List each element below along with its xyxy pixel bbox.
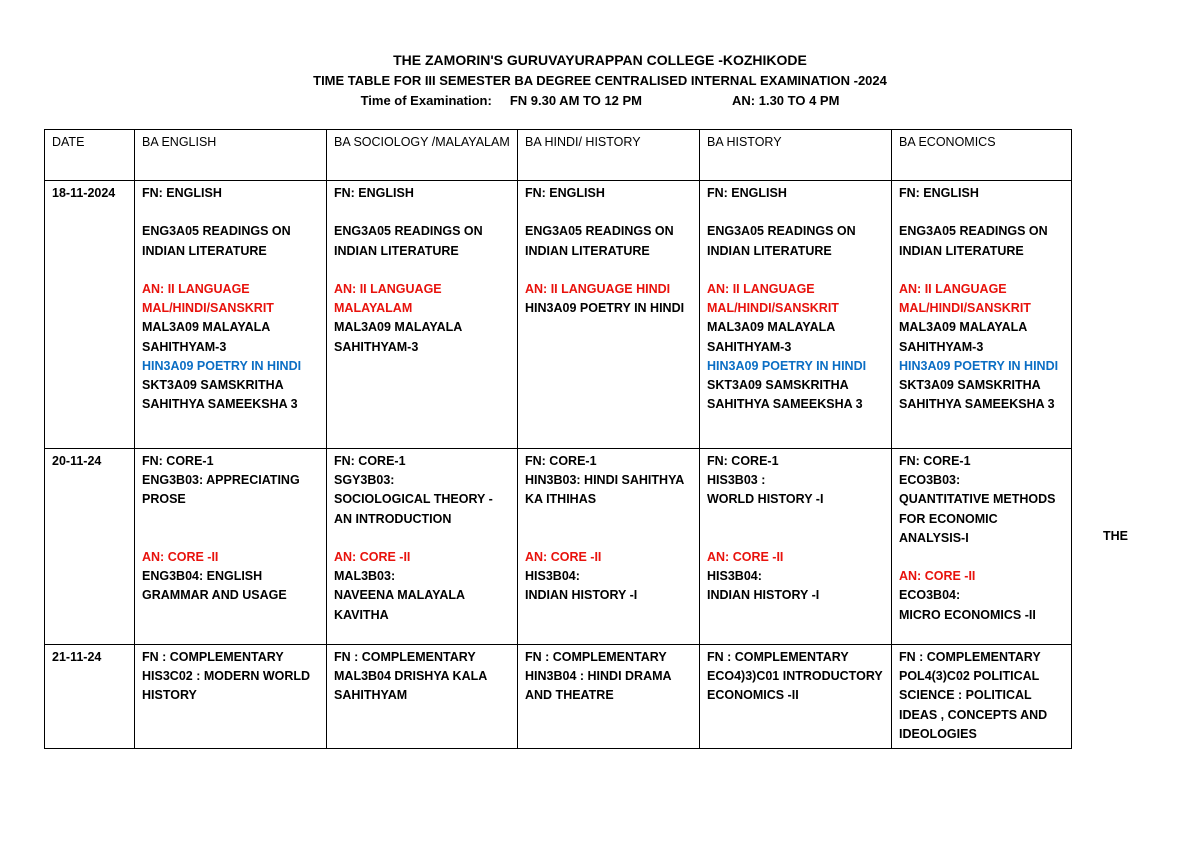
paper-text: MAL3A09 MALAYALA SAHITHYAM-3 xyxy=(707,320,835,354)
paper-text: SOCIOLOGICAL THEORY - AN INTRODUCTION xyxy=(334,492,493,526)
header-row xyxy=(45,130,1072,181)
exam-cell xyxy=(518,449,700,645)
line-gap xyxy=(525,529,692,548)
exam-cell xyxy=(327,449,518,645)
paper-text: ENG3A05 READINGS ON INDIAN LITERATURE xyxy=(142,224,291,258)
session-label: AN: II LANGUAGE MAL/HINDI/SANSKRIT xyxy=(707,281,839,316)
fn-time: FN 9.30 AM TO 12 PM xyxy=(509,93,643,108)
an-time: AN: 1.30 TO 4 PM xyxy=(732,93,840,108)
paper-text: ENG3A05 READINGS ON INDIAN LITERATURE xyxy=(707,224,856,258)
paper-text: HIS3B03 : xyxy=(707,473,766,488)
session-label: AN: CORE -II xyxy=(707,549,784,564)
paper-text: MAL3B03: xyxy=(334,569,396,584)
paper-text: FN : COMPLEMENTARY MAL3B04 DRISHYA KALA SAHITHYAM xyxy=(334,650,487,703)
paper-text: FN: CORE-1 xyxy=(142,454,214,468)
paper-text: FN: ENGLISH xyxy=(707,186,787,200)
timetable xyxy=(44,129,1072,749)
paper-text: SKT3A09 SAMSKRITHA SAHITHYA SAMEEKSHA 3 xyxy=(142,378,298,412)
line-gap xyxy=(899,261,1064,280)
exam-cell xyxy=(700,181,892,449)
stray-text: THE xyxy=(1103,529,1128,543)
line-gap xyxy=(525,510,692,529)
paper-highlight: HIN3A09 POETRY IN HINDI xyxy=(142,358,302,373)
paper-text: FN: ENGLISH xyxy=(525,186,605,200)
paper-text: WORLD HISTORY -I xyxy=(707,492,824,507)
column-header: BA ECONOMICS xyxy=(892,130,1072,181)
column-header: DATE xyxy=(45,130,135,181)
paper-text: ECO3B04: xyxy=(899,588,961,603)
exam-cell xyxy=(135,181,327,449)
line-gap xyxy=(334,529,510,548)
table-row xyxy=(45,449,1072,645)
session-label: AN: II LANGUAGE MALAYALAM xyxy=(334,281,442,316)
paper-text: FN : COMPLEMENTARY HIN3B04 : HINDI DRAMA AND THEATRE xyxy=(525,650,672,703)
paper-text: ENG3A05 READINGS ON INDIAN LITERATURE xyxy=(334,224,483,258)
exam-cell xyxy=(892,181,1072,449)
paper-text: ENG3A05 READINGS ON INDIAN LITERATURE xyxy=(525,224,674,258)
session-label: AN: CORE -II xyxy=(525,549,602,564)
column-header: BA HISTORY xyxy=(700,130,892,181)
paper-text: HIN3A09 POETRY IN HINDI xyxy=(525,301,685,316)
paper-text: INDIAN HISTORY -I xyxy=(707,588,820,603)
session-label: AN: CORE -II xyxy=(142,549,219,564)
paper-text: MAL3A09 MALAYALA SAHITHYAM-3 xyxy=(899,320,1027,354)
paper-text: FN : COMPLEMENTARY POL4(3)C02 POLITICAL SCIENCE : POLITICAL IDEAS , CONCEPTS AND IDEOLOGIES xyxy=(899,650,1048,741)
paper-text: SKT3A09 SAMSKRITHA SAHITHYA SAMEEKSHA 3 xyxy=(899,378,1055,412)
exam-cell xyxy=(518,181,700,449)
paper-highlight: HIN3A09 POETRY IN HINDI xyxy=(707,358,867,373)
line-gap xyxy=(525,203,692,222)
exam-cell xyxy=(700,449,892,645)
paper-text: MAL3A09 MALAYALA SAHITHYAM-3 xyxy=(142,320,270,354)
exam-cell xyxy=(892,449,1072,645)
column-header: BA HINDI/ HISTORY xyxy=(518,130,700,181)
paper-text: MICRO ECONOMICS -II xyxy=(899,607,1036,622)
paper-text: FN: ENGLISH xyxy=(899,186,979,200)
paper-text: QUANTITATIVE METHODS FOR ECONOMIC ANALYSIS-I xyxy=(899,492,1056,545)
paper-text: FN: ENGLISH xyxy=(334,186,414,200)
line-gap xyxy=(707,529,884,548)
paper-text: FN : COMPLEMENTARY HIS3C02 : MODERN WORLD HISTORY xyxy=(142,650,311,703)
paper-text: ECO3B03: xyxy=(899,473,961,488)
session-label: AN: CORE -II xyxy=(334,550,411,564)
line-gap xyxy=(142,261,319,280)
session-label: AN: CORE -II xyxy=(899,569,976,584)
exam-cell xyxy=(700,645,892,749)
paper-text: HIN3B03: HINDI SAHITHYA KA ITHIHAS xyxy=(525,473,684,507)
column-header: BA ENGLISH xyxy=(135,130,327,181)
line-gap xyxy=(142,203,319,222)
college-title: THE ZAMORIN'S GURUVAYURAPPAN COLLEGE -KOZHIKODE xyxy=(393,52,807,68)
paper-text: FN: CORE-1 xyxy=(334,454,406,468)
line-gap xyxy=(525,261,692,280)
paper-text: ENG3B04: ENGLISH GRAMMAR AND USAGE xyxy=(142,569,287,603)
time-label: Time of Examination: xyxy=(360,93,492,108)
session-label: AN: II LANGUAGE MAL/HINDI/SANSKRIT xyxy=(142,281,274,316)
paper-text: SKT3A09 SAMSKRITHA SAHITHYA SAMEEKSHA 3 xyxy=(707,378,863,412)
paper-text: NAVEENA MALAYALA KAVITHA xyxy=(334,588,465,622)
paper-highlight: HIN3A09 POETRY IN HINDI xyxy=(899,358,1059,373)
date-cell: 18-11-2024 xyxy=(45,181,135,449)
column-header: BA SOCIOLOGY /MALAYALAM xyxy=(327,130,518,181)
exam-cell xyxy=(327,645,518,749)
paper-text: INDIAN HISTORY -I xyxy=(525,588,638,603)
paper-text: FN : COMPLEMENTARY ECO4)3)C01 INTRODUCTORY ECONOMICS -II xyxy=(707,650,883,703)
session-label: AN: II LANGUAGE MAL/HINDI/SANSKRIT xyxy=(899,281,1031,316)
exam-time-line xyxy=(0,93,1200,108)
paper-text: SGY3B03: xyxy=(334,473,395,488)
line-gap xyxy=(334,203,510,222)
paper-text: FN: CORE-1 xyxy=(707,454,779,468)
line-gap xyxy=(899,203,1064,222)
line-gap xyxy=(707,261,884,280)
exam-cell xyxy=(135,645,327,749)
line-gap xyxy=(334,261,510,280)
paper-text: HIS3B04: xyxy=(525,569,580,584)
line-gap xyxy=(899,548,1064,567)
exam-cell xyxy=(892,645,1072,749)
paper-text: FN: ENGLISH xyxy=(142,186,222,200)
session-label: AN: II LANGUAGE HINDI xyxy=(525,281,671,296)
paper-text: ENG3B03: APPRECIATING PROSE xyxy=(142,473,300,507)
paper-text: FN: CORE-1 xyxy=(525,454,597,468)
table-row xyxy=(45,645,1072,749)
date-cell: 20-11-24 xyxy=(45,449,135,645)
line-gap xyxy=(142,529,319,548)
paper-text: ENG3A05 READINGS ON INDIAN LITERATURE xyxy=(899,224,1048,258)
paper-text: FN: CORE-1 xyxy=(899,454,971,468)
date-cell: 21-11-24 xyxy=(45,645,135,749)
line-gap xyxy=(142,510,319,529)
paper-text: HIS3B04: xyxy=(707,569,762,584)
line-gap xyxy=(707,203,884,222)
exam-cell xyxy=(518,645,700,749)
line-gap xyxy=(707,510,884,529)
table-row xyxy=(45,181,1072,449)
exam-cell xyxy=(135,449,327,645)
exam-cell xyxy=(327,181,518,449)
timetable-subtitle: TIME TABLE FOR III SEMESTER BA DEGREE CENTRALISED INTERNAL EXAMINATION -2024 xyxy=(313,73,887,88)
paper-text: MAL3A09 MALAYALA SAHITHYAM-3 xyxy=(334,320,462,354)
